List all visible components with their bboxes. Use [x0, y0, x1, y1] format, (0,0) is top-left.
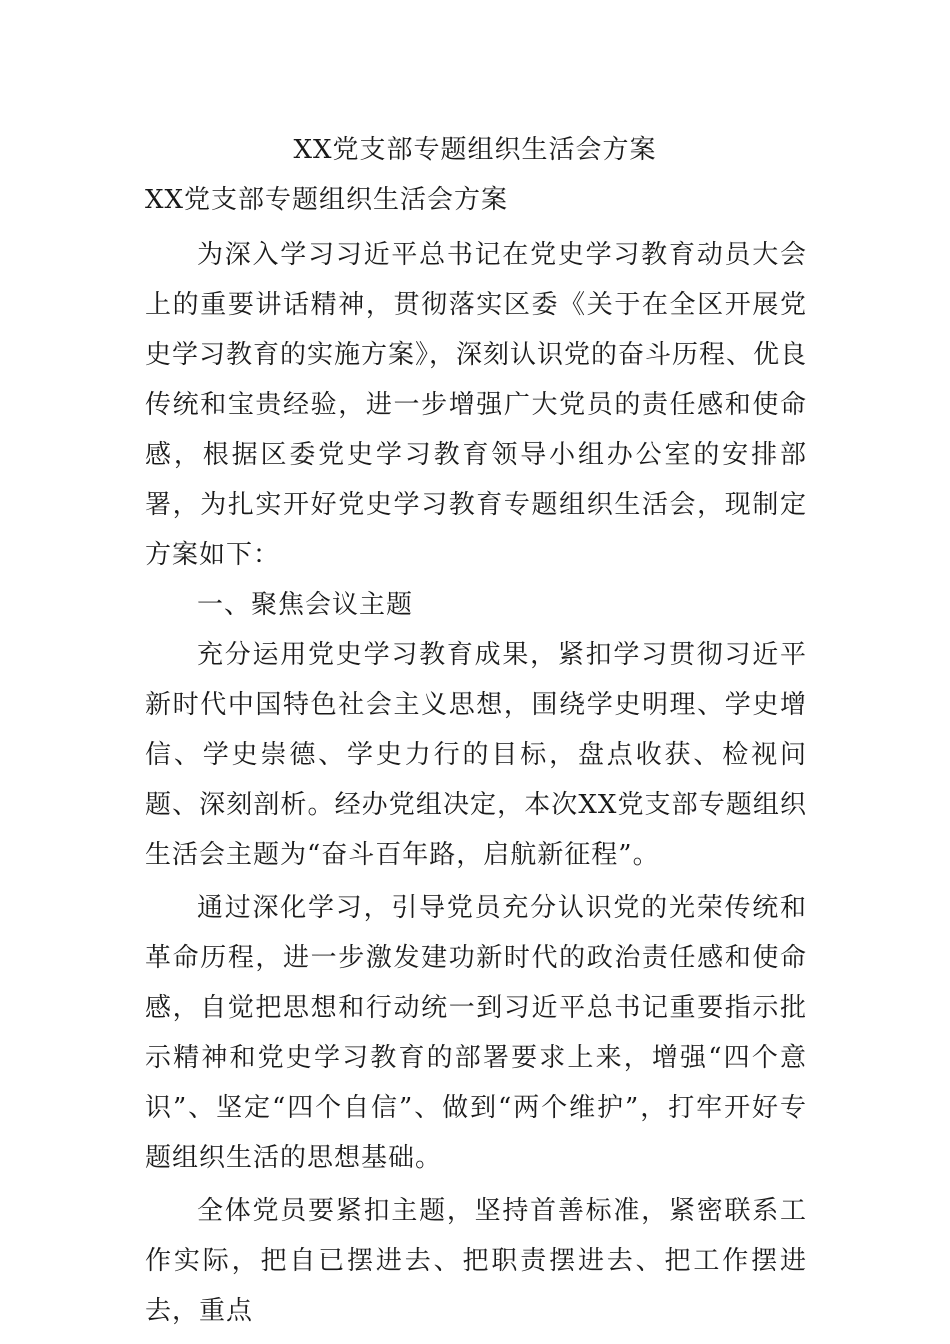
section-heading: 一、聚焦会议主题	[197, 590, 414, 620]
intro-paragraph: 为深入学习习近平总书记在党史学习教育动员大会上的重要讲话精神，贯彻落实区委《关于在全区开展党史学习教育的实施方案》，深刻认识党的奋斗历程、优良传统和宝贵经验，进一步增强广大党员的责任感和使命感，根据区委党史学习教育领导小组办公室的安排部署，为扎实开好党史学习教育专题组织生活会，现制定方案如下：	[145, 240, 808, 570]
body-paragraph: 通过深化学习，引导党员充分认识党的光荣传统和革命历程，进一步激发建功新时代的政治责任感和使命感，自觉把思想和行动统一到习近平总书记重要指示批示精神和党史学习教育的部署要求上来，增强“四个意识”、坚定“四个自信”、做到“两个维护”，打牢开好专题组织生活的思想基础。	[145, 893, 807, 1173]
document-body	[145, 180, 807, 1336]
body-paragraph: 充分运用党史学习教育成果，紧扣学习贯彻习近平新时代中国特色社会主义思想，围绕学史明理、学史增信、学史崇德、学史力行的目标，盘点收获、检视问题、深刻剖析。经办党组决定，本次XX党支部专题组织生活会主题为“奋斗百年路，启航新征程”。	[145, 640, 807, 870]
document-title: XX党支部专题组织生活会方案	[293, 135, 657, 165]
body-paragraph: 全体党员要紧扣主题，坚持首善标准，紧密联系工作实际，把自已摆进去、把职责摆进去、把工作摆进去，重点	[145, 1196, 807, 1326]
document-subtitle: XX党支部专题组织生活会方案	[145, 185, 509, 215]
